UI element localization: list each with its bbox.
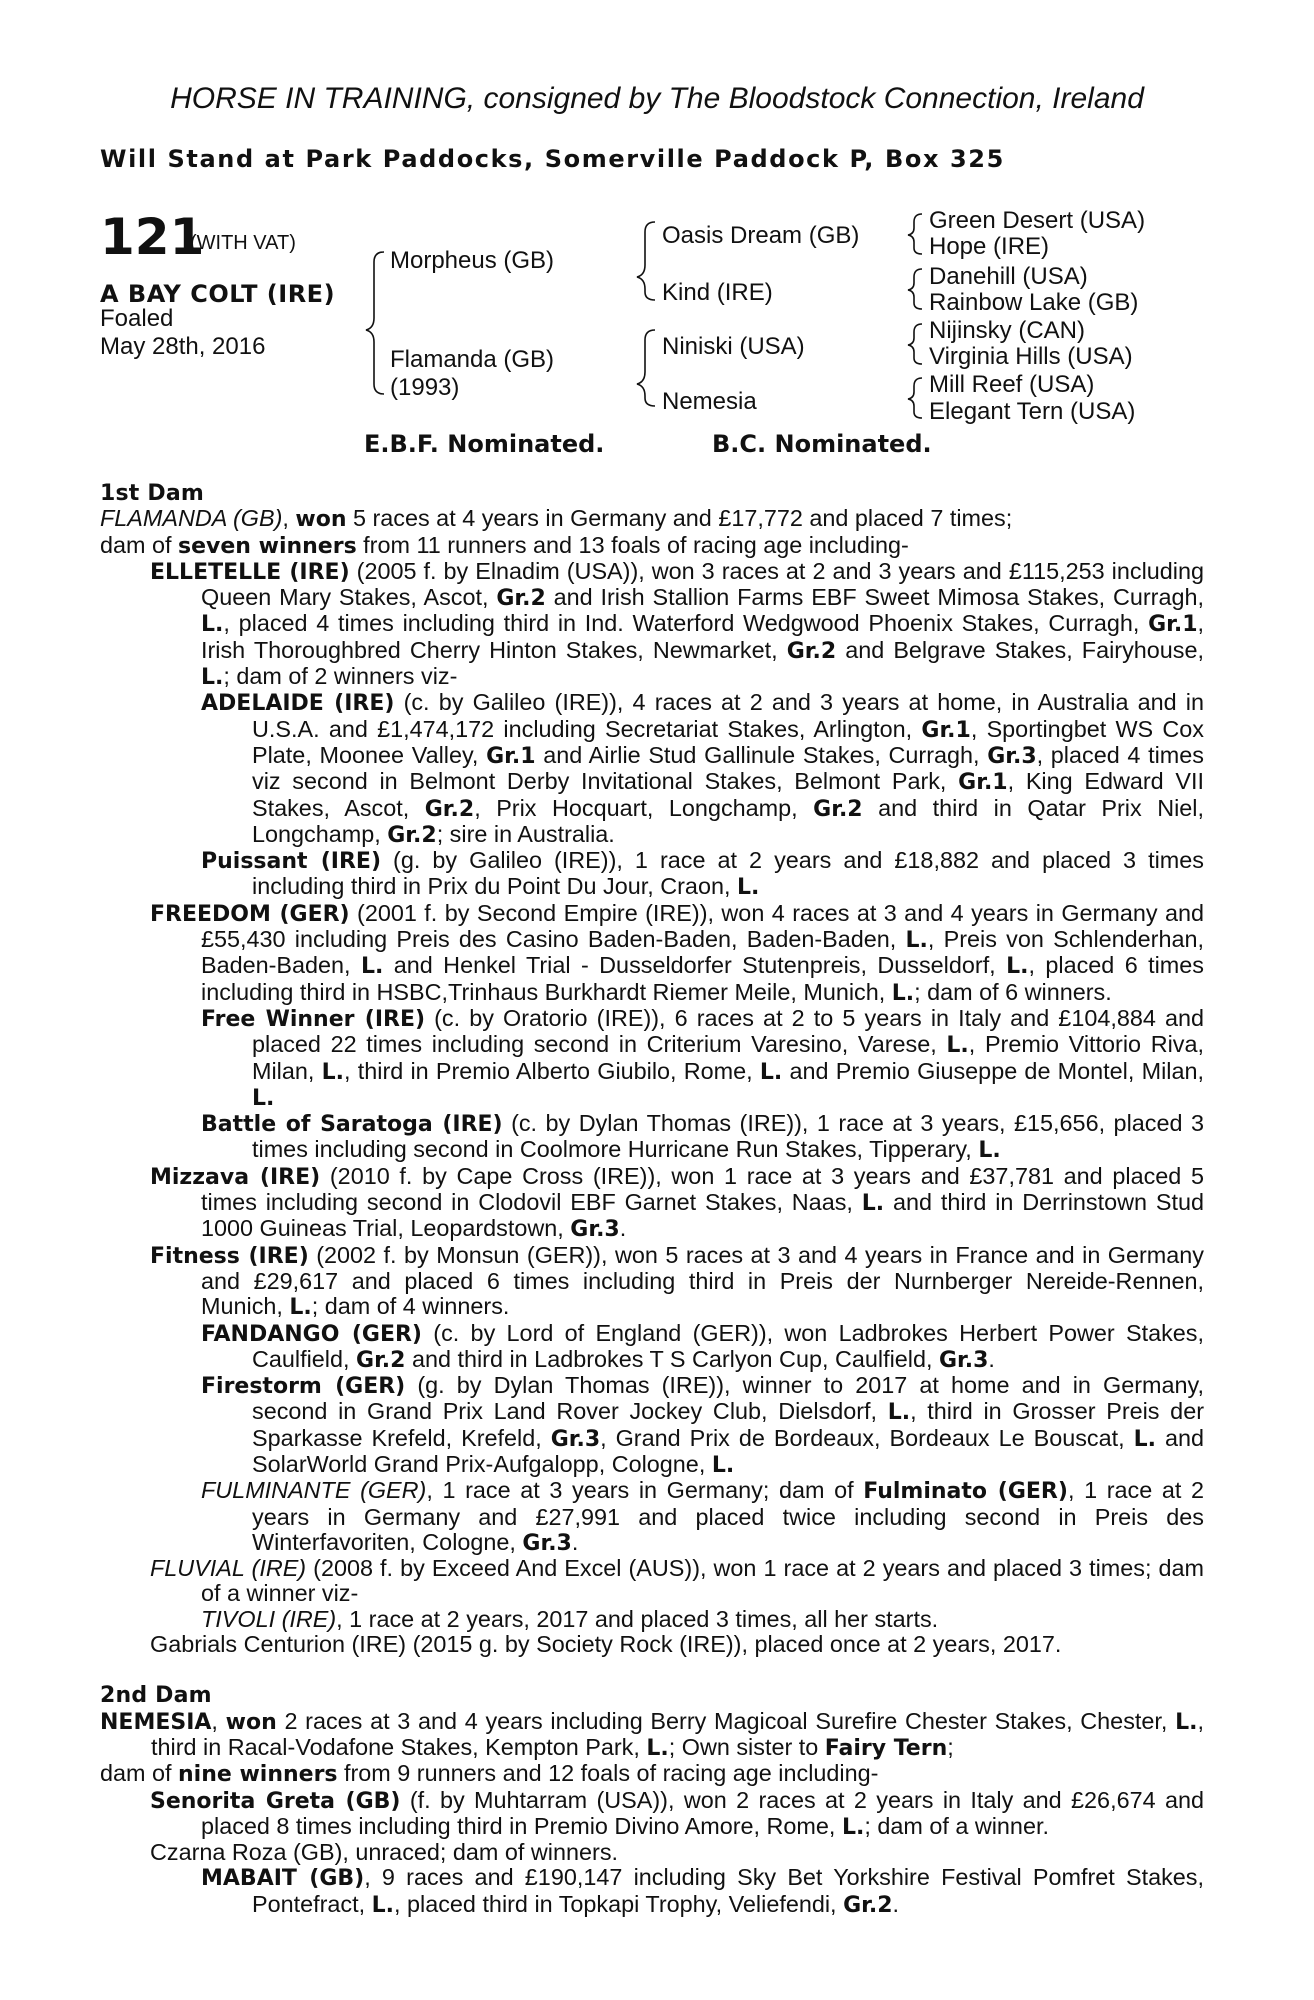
lot-description: A BAY COLT (IRE) <box>100 280 336 308</box>
second-dam-produce-summary: dam of nine winners from 9 runners and 12 foals of racing age including- <box>100 1760 879 1788</box>
vat-note: (WITH VAT) <box>190 232 296 254</box>
produce-freedom: FREEDOM (GER) (2001 f. by Second Empire (IRE)), won 4 races at 3 and 4 years in Germany and £55,430 including Preis des Casino Baden-Baden, Baden-Baden, L., Preis von Schlenderhan, Baden-Baden, L. and Henkel Trial - Dusseldorfer Stutenpreis, Dusseldorf, L., placed 6 times including third in HSBC,Trinhaus Burkhardt Riemer Meile, Munich, L.; dam of 6 winners. <box>150 899 1204 1006</box>
produce-gabrials-centurion: Gabrials Centurion (IRE) (2015 g. by Society Rock (IRE)), placed once at 2 years, 2017. <box>150 1631 1062 1658</box>
first-dam-record: FLAMANDA (GB), won 5 races at 4 years in Germany and £17,772 and placed 7 times; <box>100 505 1013 533</box>
produce-fulminante: FULMINANTE (GER), 1 race at 3 years in Germany; dam of Fulminato (GER), 1 race at 2 years in Germany and £27,991 and placed twice including second in Preis des Winterfavoriten, Cologne, Gr.3. <box>201 1477 1204 1556</box>
sire-sire: Oasis Dream (GB) <box>662 222 860 249</box>
ggsire-3: Danehill (USA) <box>929 263 1088 290</box>
produce-elletelle: ELLETELLE (IRE) (2005 f. by Elnadim (USA)), won 3 races at 2 and 3 years and £115,253 including Queen Mary Stakes, Ascot, Gr.2 and Irish Stallion Farms EBF Sweet Mimosa Stakes, Curragh, L., placed 4 times including third in Ind. Waterford Wedgwood Phoenix Stakes, Curragh, Gr.1, Irish Thoroughbred Cherry Hinton Stakes, Newmarket, Gr.2 and Belgrave Stakes, Fairyhouse, L.; dam of 2 winners viz- <box>150 557 1204 691</box>
produce-tivoli: TIVOLI (IRE), 1 race at 2 years, 2017 and placed 3 times, all her starts. <box>201 1605 939 1632</box>
lot-number: 121 <box>100 208 205 266</box>
page-title: HORSE IN TRAINING, consigned by The Bloodstock Connection, Ireland <box>170 82 1144 115</box>
first-dam-heading: 1st Dam <box>100 481 205 506</box>
sire-dam: Kind (IRE) <box>662 279 773 306</box>
ggsire-4: Rainbow Lake (GB) <box>929 289 1139 316</box>
dam-sire: Niniski (USA) <box>662 333 805 360</box>
sire: Morpheus (GB) <box>390 247 555 274</box>
dam-dam: Nemesia <box>662 388 757 415</box>
produce-mabait: MABAIT (GB), 9 races and £190,147 including Sky Bet Yorkshire Festival Pomfret Stakes, Pontefract, L., placed third in Topkapi Trophy, Veliefendi, Gr.2. <box>201 1864 1204 1918</box>
ggsire-6: Virginia Hills (USA) <box>929 343 1133 370</box>
dam-year: (1993) <box>390 374 460 401</box>
produce-adelaide: ADELAIDE (IRE) (c. by Galileo (IRE)), 4 races at 2 and 3 years at home, in Australia and in U.S.A. and £1,474,172 including Secretariat Stakes, Arlington, Gr.1, Sportingbet WS Cox Plate, Moonee Valley, Gr.1 and Airlie Stud Gallinule Stakes, Curragh, Gr.3, placed 4 times viz second in Belmont Derby Invitational Stakes, Belmont Park, Gr.1, King Edward VII Stakes, Ascot, Gr.2, Prix Hocquart, Longchamp, Gr.2 and third in Qatar Prix Niel, Longchamp, Gr.2; sire in Australia. <box>201 689 1204 848</box>
second-dam-heading: 2nd Dam <box>100 1683 212 1709</box>
first-dam-produce-summary: dam of seven winners from 11 runners and 13 foals of racing age including- <box>100 531 909 559</box>
produce-senorita-greta: Senorita Greta (GB) (f. by Muhtarram (USA)), won 2 races at 2 years in Italy and £26,674 and placed 8 times including third in Premio Divino Amore, Rome, L.; dam of a winner. <box>150 1786 1204 1840</box>
dam: Flamanda (GB) <box>390 346 555 373</box>
second-dam-record: NEMESIA, won 2 races at 3 and 4 years including Berry Magicoal Surefire Chester Stakes, Chester, L., third in Racal-Vodafone Stakes, Kempton Park, L.; Own sister to Fairy Tern; <box>100 1707 1204 1761</box>
bc-nominated: B.C. Nominated. <box>712 430 932 458</box>
produce-puissant: Puissant (IRE) (g. by Galileo (IRE)), 1 race at 2 years and £18,882 and placed 3 times including third in Prix du Point Du Jour, Craon, L. <box>201 847 1204 901</box>
ggsire-2: Hope (IRE) <box>929 233 1050 260</box>
ebf-nominated: E.B.F. Nominated. <box>364 430 605 458</box>
dam-line-text <box>100 480 1204 1918</box>
ggsire-5: Nijinsky (CAN) <box>929 317 1085 344</box>
produce-fitness: Fitness (IRE) (2002 f. by Monsun (GER)), won 5 races at 3 and 4 years in France and in Germany and £29,617 and placed 6 times including third in Preis der Nurnberger Nereide-Rennen, Munich, L.; dam of 4 winners. <box>150 1241 1205 1321</box>
produce-free-winner: Free Winner (IRE) (c. by Oratorio (IRE)), 6 races at 2 to 5 years in Italy and £104,884 and placed 22 times including second in Criterium Varesino, Varese, L., Premio Vittorio Riva, Milan, L., third in Premio Alberto Giubilo, Rome, L. and Premio Giuseppe de Montel, Milan, L. <box>201 1004 1205 1111</box>
produce-firestorm: Firestorm (GER) (g. by Dylan Thomas (IRE)), winner to 2017 at home and in Germany, second in Grand Prix Land Rover Jockey Club, Dielsdorf, L., third in Grosser Preis der Sparkasse Krefeld, Krefeld, Gr.3, Grand Prix de Bordeaux, Bordeaux Le Bouscat, L. and SolarWorld Grand Prix-Aufgalopp, Cologne, L. <box>201 1372 1204 1478</box>
produce-fluvial: FLUVIAL (IRE) (2008 f. by Exceed And Excel (AUS)), won 1 race at 2 years and placed 3 times; dam of a winner viz- <box>150 1555 1204 1607</box>
produce-fandango: FANDANGO (GER) (c. by Lord of England (GER)), won Ladbrokes Herbert Power Stakes, Caulfield, Gr.2 and third in Ladbrokes T S Carlyon Cup, Caulfield, Gr.3. <box>201 1319 1205 1373</box>
stand-location: Will Stand at Park Paddocks, Somerville Paddock P, Box 325 <box>100 145 1005 173</box>
ggsire-7: Mill Reef (USA) <box>929 371 1095 398</box>
produce-mizzava: Mizzava (IRE) (2010 f. by Cape Cross (IRE)), won 1 race at 3 years and £37,781 and placed 5 times including second in Clodovil EBF Garnet Stakes, Naas, L. and third in Derrinstown Stud 1000 Guineas Trial, Leopardstown, Gr.3. <box>150 1162 1204 1243</box>
foaled-label: Foaled <box>100 305 174 332</box>
produce-czarna-roza: Czarna Roza (GB), unraced; dam of winners. <box>150 1839 619 1866</box>
ggsire-1: Green Desert (USA) <box>929 207 1146 234</box>
ggsire-8: Elegant Tern (USA) <box>929 398 1136 425</box>
produce-battle-of-saratoga: Battle of Saratoga (IRE) (c. by Dylan Thomas (IRE)), 1 race at 3 years, £15,656, placed 3 times including second in Coolmore Hurricane Run Stakes, Tipperary, L. <box>201 1110 1204 1164</box>
foaled-date: May 28th, 2016 <box>100 333 266 360</box>
